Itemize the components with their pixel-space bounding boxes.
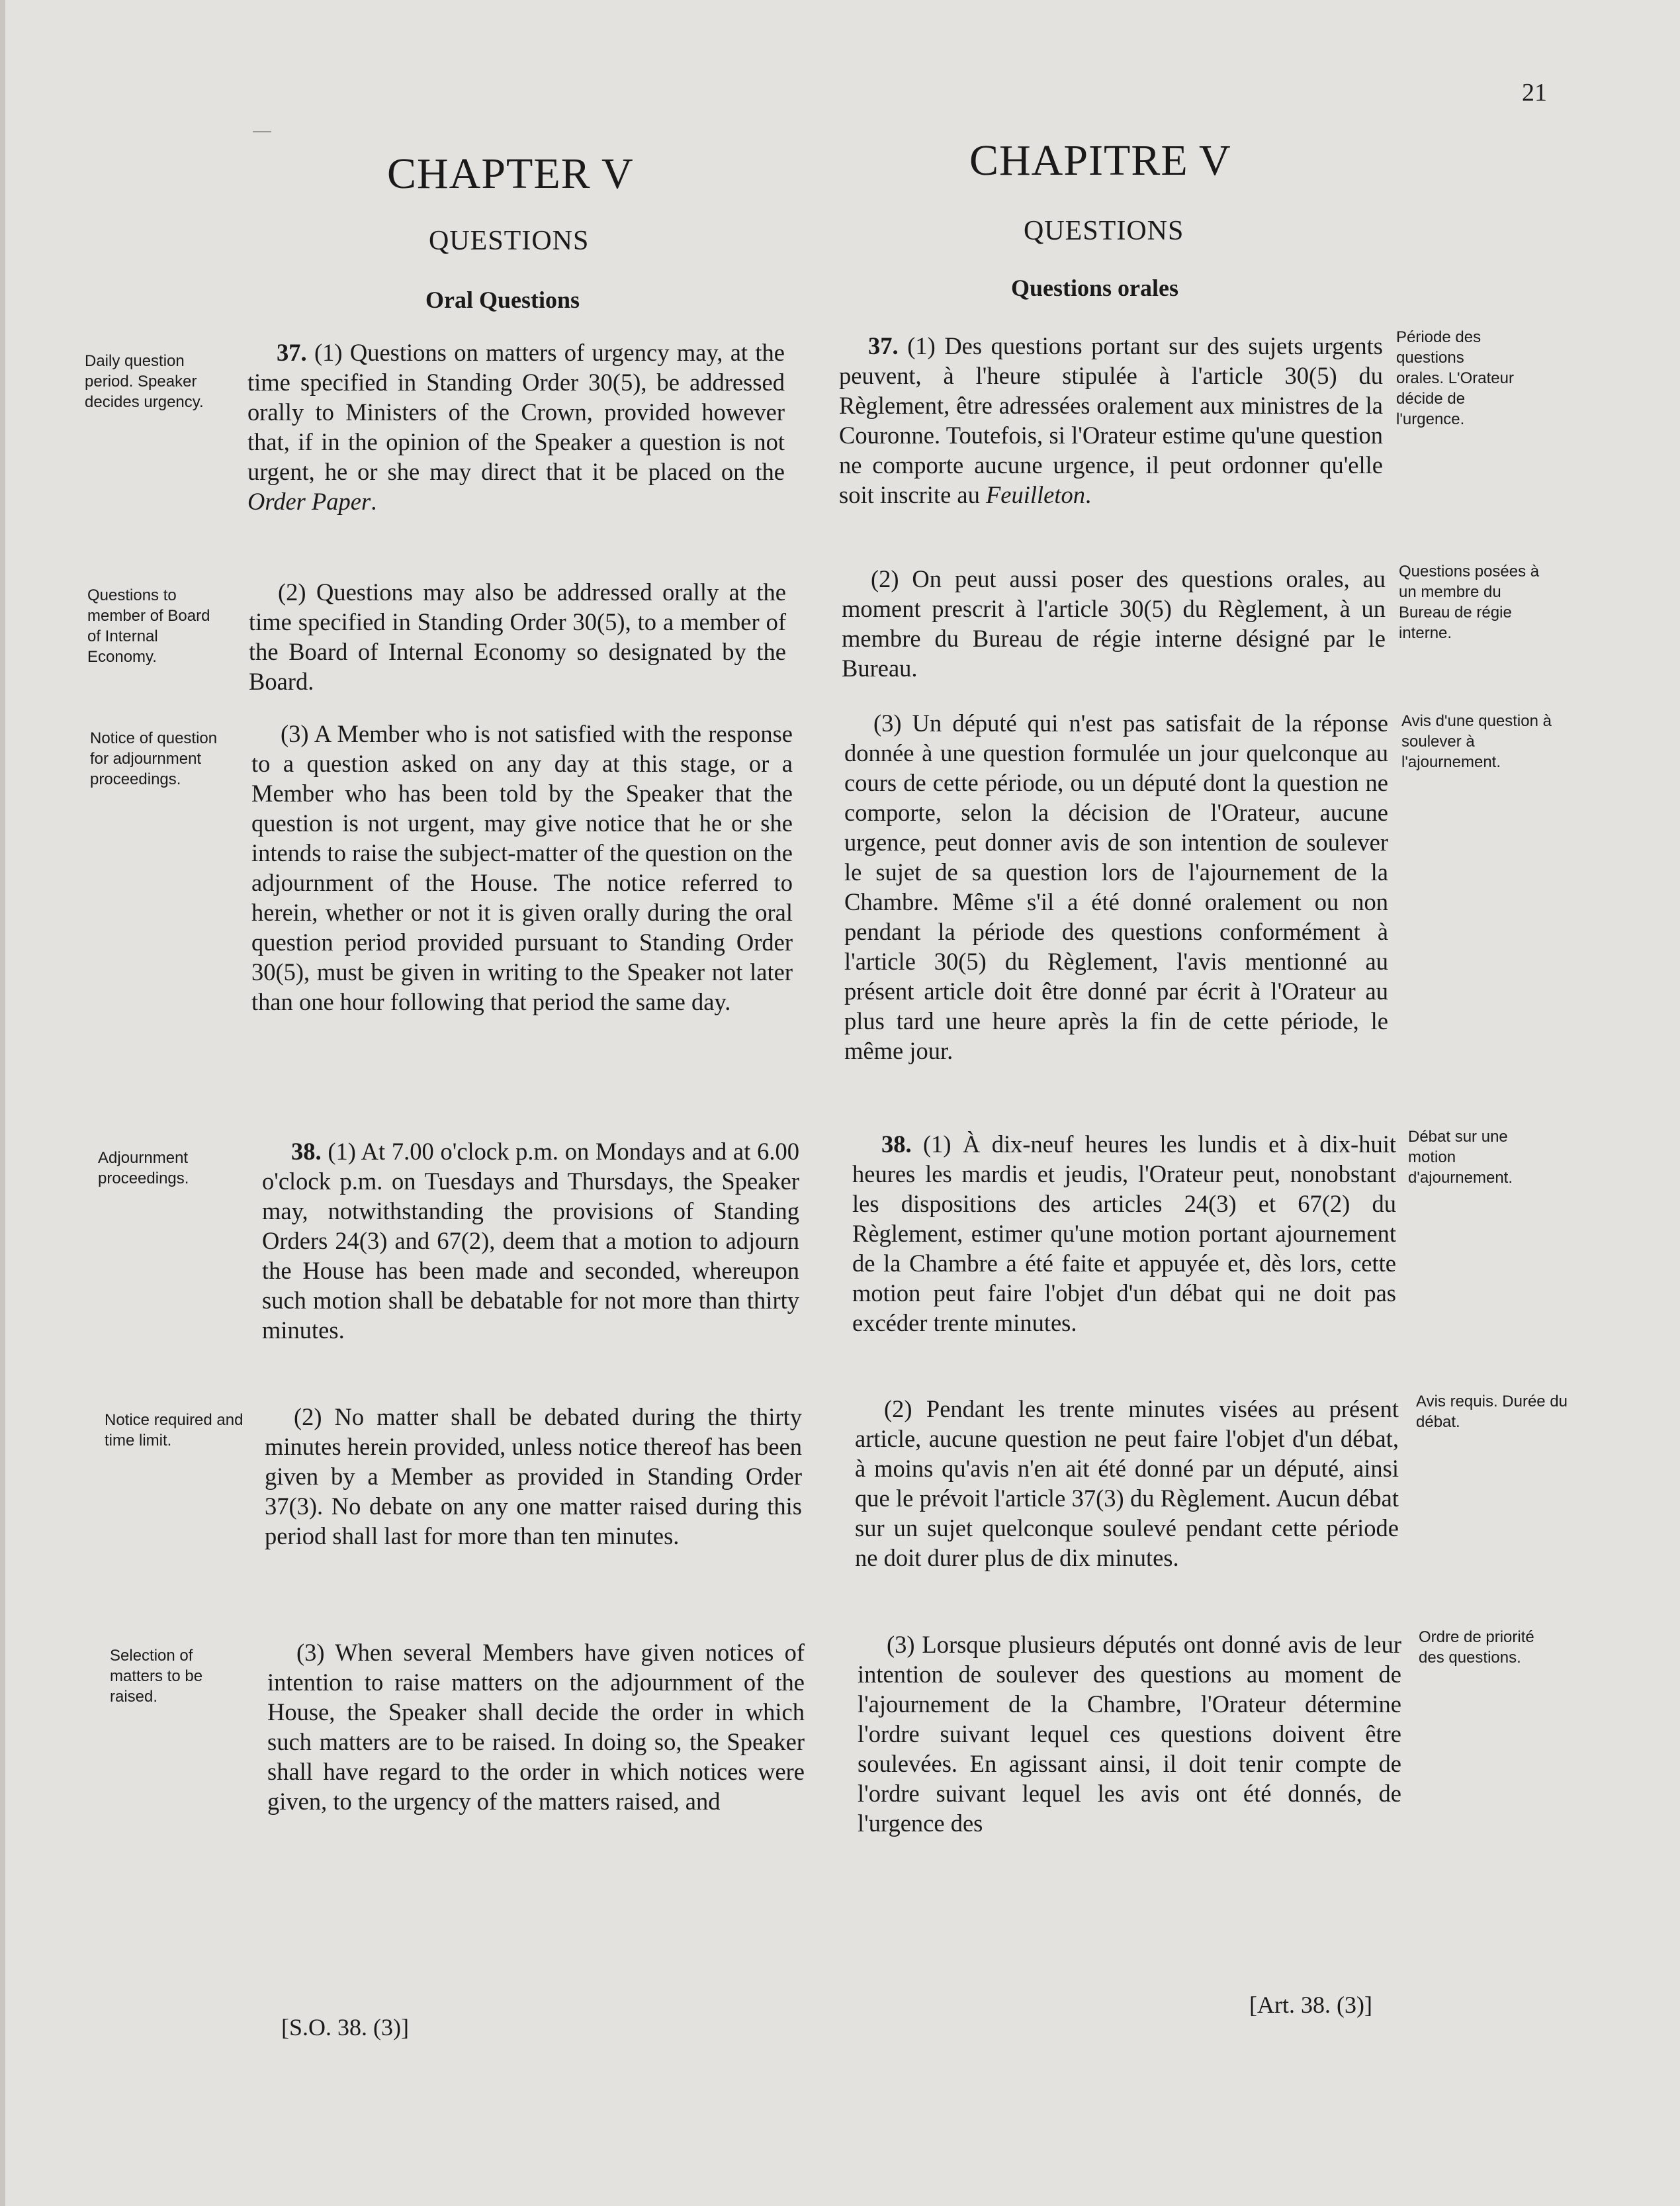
subheading-en: Oral Questions xyxy=(425,287,580,313)
chapter-title-fr: CHAPITRE V xyxy=(969,136,1231,185)
subheading-fr: Questions orales xyxy=(1011,275,1179,301)
margin-note-en-38-2: Notice required and time limit. xyxy=(105,1411,243,1449)
margin-note-fr-38-1: Débat sur une motion d'ajournement. xyxy=(1408,1128,1513,1187)
margin-note-fr-38-3: Ordre de priorité des questions. xyxy=(1419,1628,1534,1667)
paragraph-en-37-3: (3) A Member who is not satisfied with the response to a question asked on any day at this stage, or a Member who has been told by the Speaker that the question is not urgent, may give notice that he or she intends to raise the subject-matter of the question on the adjournment of the House. The notice referred to herein, whether or not it is given orally during the oral question period provided pursuant to Standing Order 30(5), must be given in writing to the Speaker not later than one hour following that period the same day. xyxy=(251,720,793,1015)
top-rule xyxy=(253,131,271,132)
margin-note-en-38-1: Adjournment proceedings. xyxy=(98,1149,189,1187)
margin-note-en-37-2: Questions to member of Board of Internal Economy. xyxy=(87,586,210,666)
footer-fr: [Art. 38. (3)] xyxy=(1249,1992,1372,2018)
paragraph-fr-38-3: (3) Lorsque plusieurs députés ont donné avis de leur intention de soulever des questions au moment de l'ajournement de la Chambre, l'Orateur détermine l'ordre suivant lequel ces questions doivent être soulevées. En agissant ainsi, il doit tenir compte de l'ordre suivant lequel les avis ont été donnés, de l'urgence des xyxy=(858,1631,1401,1837)
paragraph-fr-37-3: (3) Un député qui n'est pas satisfait de la réponse donnée à une question formulée un jour quelconque au cours de cette période, ou un député dont la question ne comporte, selon la décision de l'Orateur, aucune urgence, peut donner avis de son intention de soulever le sujet de sa question lors de l'ajournement de la Chambre. Même s'il a été donné oralement ou non pendant la période des questions conformément à l'article 30(5) du Règlement, l'avis mentionné au présent article doit être donné par écrit à l'Orateur au plus tard une heure après la fin de cette période, le même jour. xyxy=(844,710,1388,1064)
paragraph-fr-38-2: (2) Pendant les trente minutes visées au présent article, aucune question ne peut faire l'objet d'un débat, à moins qu'avis n'en ait été donné par un député, ainsi que le prévoit l'article 37(3) du Règlement. Aucun débat sur un sujet quelconque soulevé pendant cette période ne doit durer plus de dix minutes. xyxy=(855,1395,1399,1571)
paragraph-en-37-1: 37. (1) Questions on matters of urgency may, at the time specified in Standing Order 30(5), be addressed orally to Ministers of the Crown, provided however that, if in the opinion of the Speaker a question is not urgent, he or she may direct that it be placed on the Order Paper. xyxy=(247,339,785,515)
margin-note-en-38-3: Selection of matters to be raised. xyxy=(110,1647,203,1706)
margin-note-fr-37-1: Période des questions orales. L'Orateur décide de l'urgence. xyxy=(1396,328,1514,428)
section-title-en: QUESTIONS xyxy=(429,226,590,256)
paragraph-en-37-2: (2) Questions may also be addressed orally at the time specified in Standing Order 30(5), to a member of the Board of Internal Economy so designated by the Board. xyxy=(249,578,786,695)
page-number: 21 xyxy=(1522,79,1547,107)
paragraph-en-38-1: 38. (1) At 7.00 o'clock p.m. on Mondays and at 6.00 o'clock p.m. on Tuesdays and Thursdays, the Speaker may, notwithstanding the provisions of Standing Orders 24(3) and 67(2), deem that a motion to adjourn the House has been made and seconded, whereupon such motion shall be debatable for not more than thirty minutes. xyxy=(262,1138,799,1344)
margin-note-en-37-1: Daily question period. Speaker decides urgency. xyxy=(85,352,204,411)
paragraph-fr-37-1: 37. (1) Des questions portant sur des sujets urgents peuvent, à l'heure stipulée à l'article 30(5) du Règlement, être adressées oralement aux ministres de la Couronne. Toutefois, si l'Orateur estime qu'une question ne comporte aucune urgence, il peut ordonner qu'elle soit inscrite au Feuilleton. xyxy=(839,332,1383,508)
paragraph-en-38-3: (3) When several Members have given notices of intention to raise matters on the adjournment of the House, the Speaker shall decide the order in which such matters are to be raised. In doing so, the Speaker shall have regard to the order in which notices were given, to the urgency of the matters raised, and xyxy=(267,1639,805,1815)
section-title-fr: QUESTIONS xyxy=(1024,216,1184,246)
chapter-title-en: CHAPTER V xyxy=(387,150,634,198)
paragraph-fr-38-1: 38. (1) À dix-neuf heures les lundis et à dix-huit heures les mardis et jeudis, l'Orateur peut, nonobstant les dispositions des articles 24(3) et 67(2) du Règlement, estimer qu'une motion portant ajournement de la Chambre a été faite et appuyée et, dès lors, cette motion peut faire l'objet d'un débat qui ne doit pas excéder trente minutes. xyxy=(852,1130,1396,1336)
margin-note-fr-37-2: Questions posées à un membre du Bureau de régie interne. xyxy=(1399,563,1540,642)
paragraph-fr-37-2: (2) On peut aussi poser des questions orales, au moment prescrit à l'article 30(5) du Règlement, à un membre du Bureau de régie interne désigné par le Bureau. xyxy=(842,565,1386,682)
margin-note-en-37-3: Notice of question for adjournment proceedings. xyxy=(90,729,218,788)
paragraph-en-38-2: (2) No matter shall be debated during the thirty minutes herein provided, unless notice thereof has been given by a Member as provided in Standing Order 37(3). No debate on any one matter raised during this period shall last for more than ten minutes. xyxy=(265,1403,802,1549)
margin-note-fr-37-3: Avis d'une question à soulever à l'ajournement. xyxy=(1401,712,1552,771)
footer-en: [S.O. 38. (3)] xyxy=(281,2014,409,2041)
margin-note-fr-38-2: Avis requis. Durée du débat. xyxy=(1416,1393,1568,1431)
page-edge-shadow xyxy=(0,0,5,2206)
